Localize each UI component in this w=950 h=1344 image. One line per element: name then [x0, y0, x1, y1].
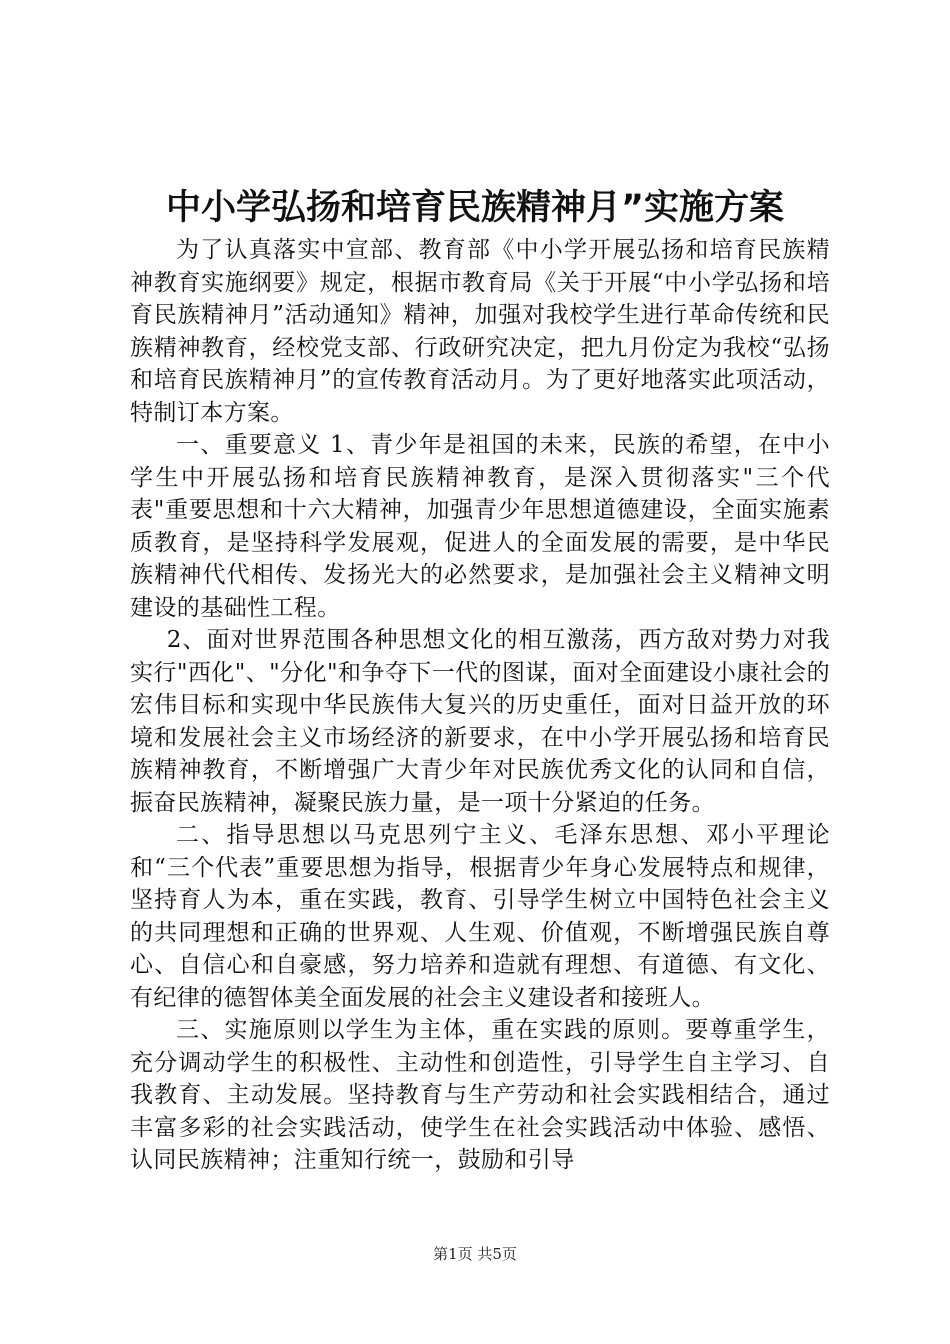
paragraph-intro: 为了认真落实中宣部、教育部《中小学开展弘扬和培育民族精神教育实施纲要》规定，根据市教育局《关于开展“中小学弘扬和培育民族精神月”活动通知》精神，加强对我校学生进行革命传统和民族精神教育，经校党支部、行政研究决定，把九月份定为我校“弘扬和培育民族精神月”的宣传教育活动月。为了更好地落实此项活动，特制订本方案。: [130, 237, 830, 426]
page-footer: 第1页 共5页: [433, 1245, 517, 1263]
paragraph-significance-1: 一、重要意义 1、青少年是祖国的未来，民族的希望，在中小学生中开展弘扬和培育民族精神教育，是深入贯彻落实"三个代表"重要思想和十六大精神，加强青少年思想道德建设，全面实施素质教育，是坚持科学发展观，促进人的全面发展的需要，是中华民族精神代代相传、发扬光大的必然要求，是加强社会主义精神文明建设的基础性工程。: [130, 432, 830, 621]
paragraph-significance-2: 2、面对世界范围各种思想文化的相互激荡，西方敌对势力对我实行"西化"、"分化"和争夺下一代的图谋，面对全面建设小康社会的宏伟目标和实现中华民族伟大复兴的历史重任，面对日益开放的环境和发展社会主义市场经济的新要求，在中小学开展弘扬和培育民族精神教育，不断增强广大青少年对民族优秀文化的认同和自信，振奋民族精神，凝聚民族力量，是一项十分紧迫的任务。: [130, 627, 830, 816]
paragraph-guiding-ideology: 二、指导思想以马克思列宁主义、毛泽东思想、邓小平理论和“三个代表”重要思想为指导，根据青少年身心发展特点和规律，坚持育人为本，重在实践，教育、引导学生树立中国特色社会主义的共同理想和正确的世界观、人生观、价值观，不断增强民族自尊心、自信心和自豪感，努力培养和造就有理想、有道德、有文化、有纪律的德智体美全面发展的社会主义建设者和接班人。: [130, 822, 830, 1011]
document-body: [130, 234, 830, 1177]
document-title: 中小学弘扬和培育民族精神月”实施方案: [165, 188, 784, 228]
paragraph-principles: 三、实施原则以学生为主体，重在实践的原则。要尊重学生，充分调动学生的积极性、主动性和创造性，引导学生自主学习、自我教育、主动发展。坚持教育与生产劳动和社会实践相结合，通过丰富多彩的社会实践活动，使学生在社会实践活动中体验、感悟、认同民族精神；注重知行统一，鼓励和引导: [130, 1017, 830, 1173]
